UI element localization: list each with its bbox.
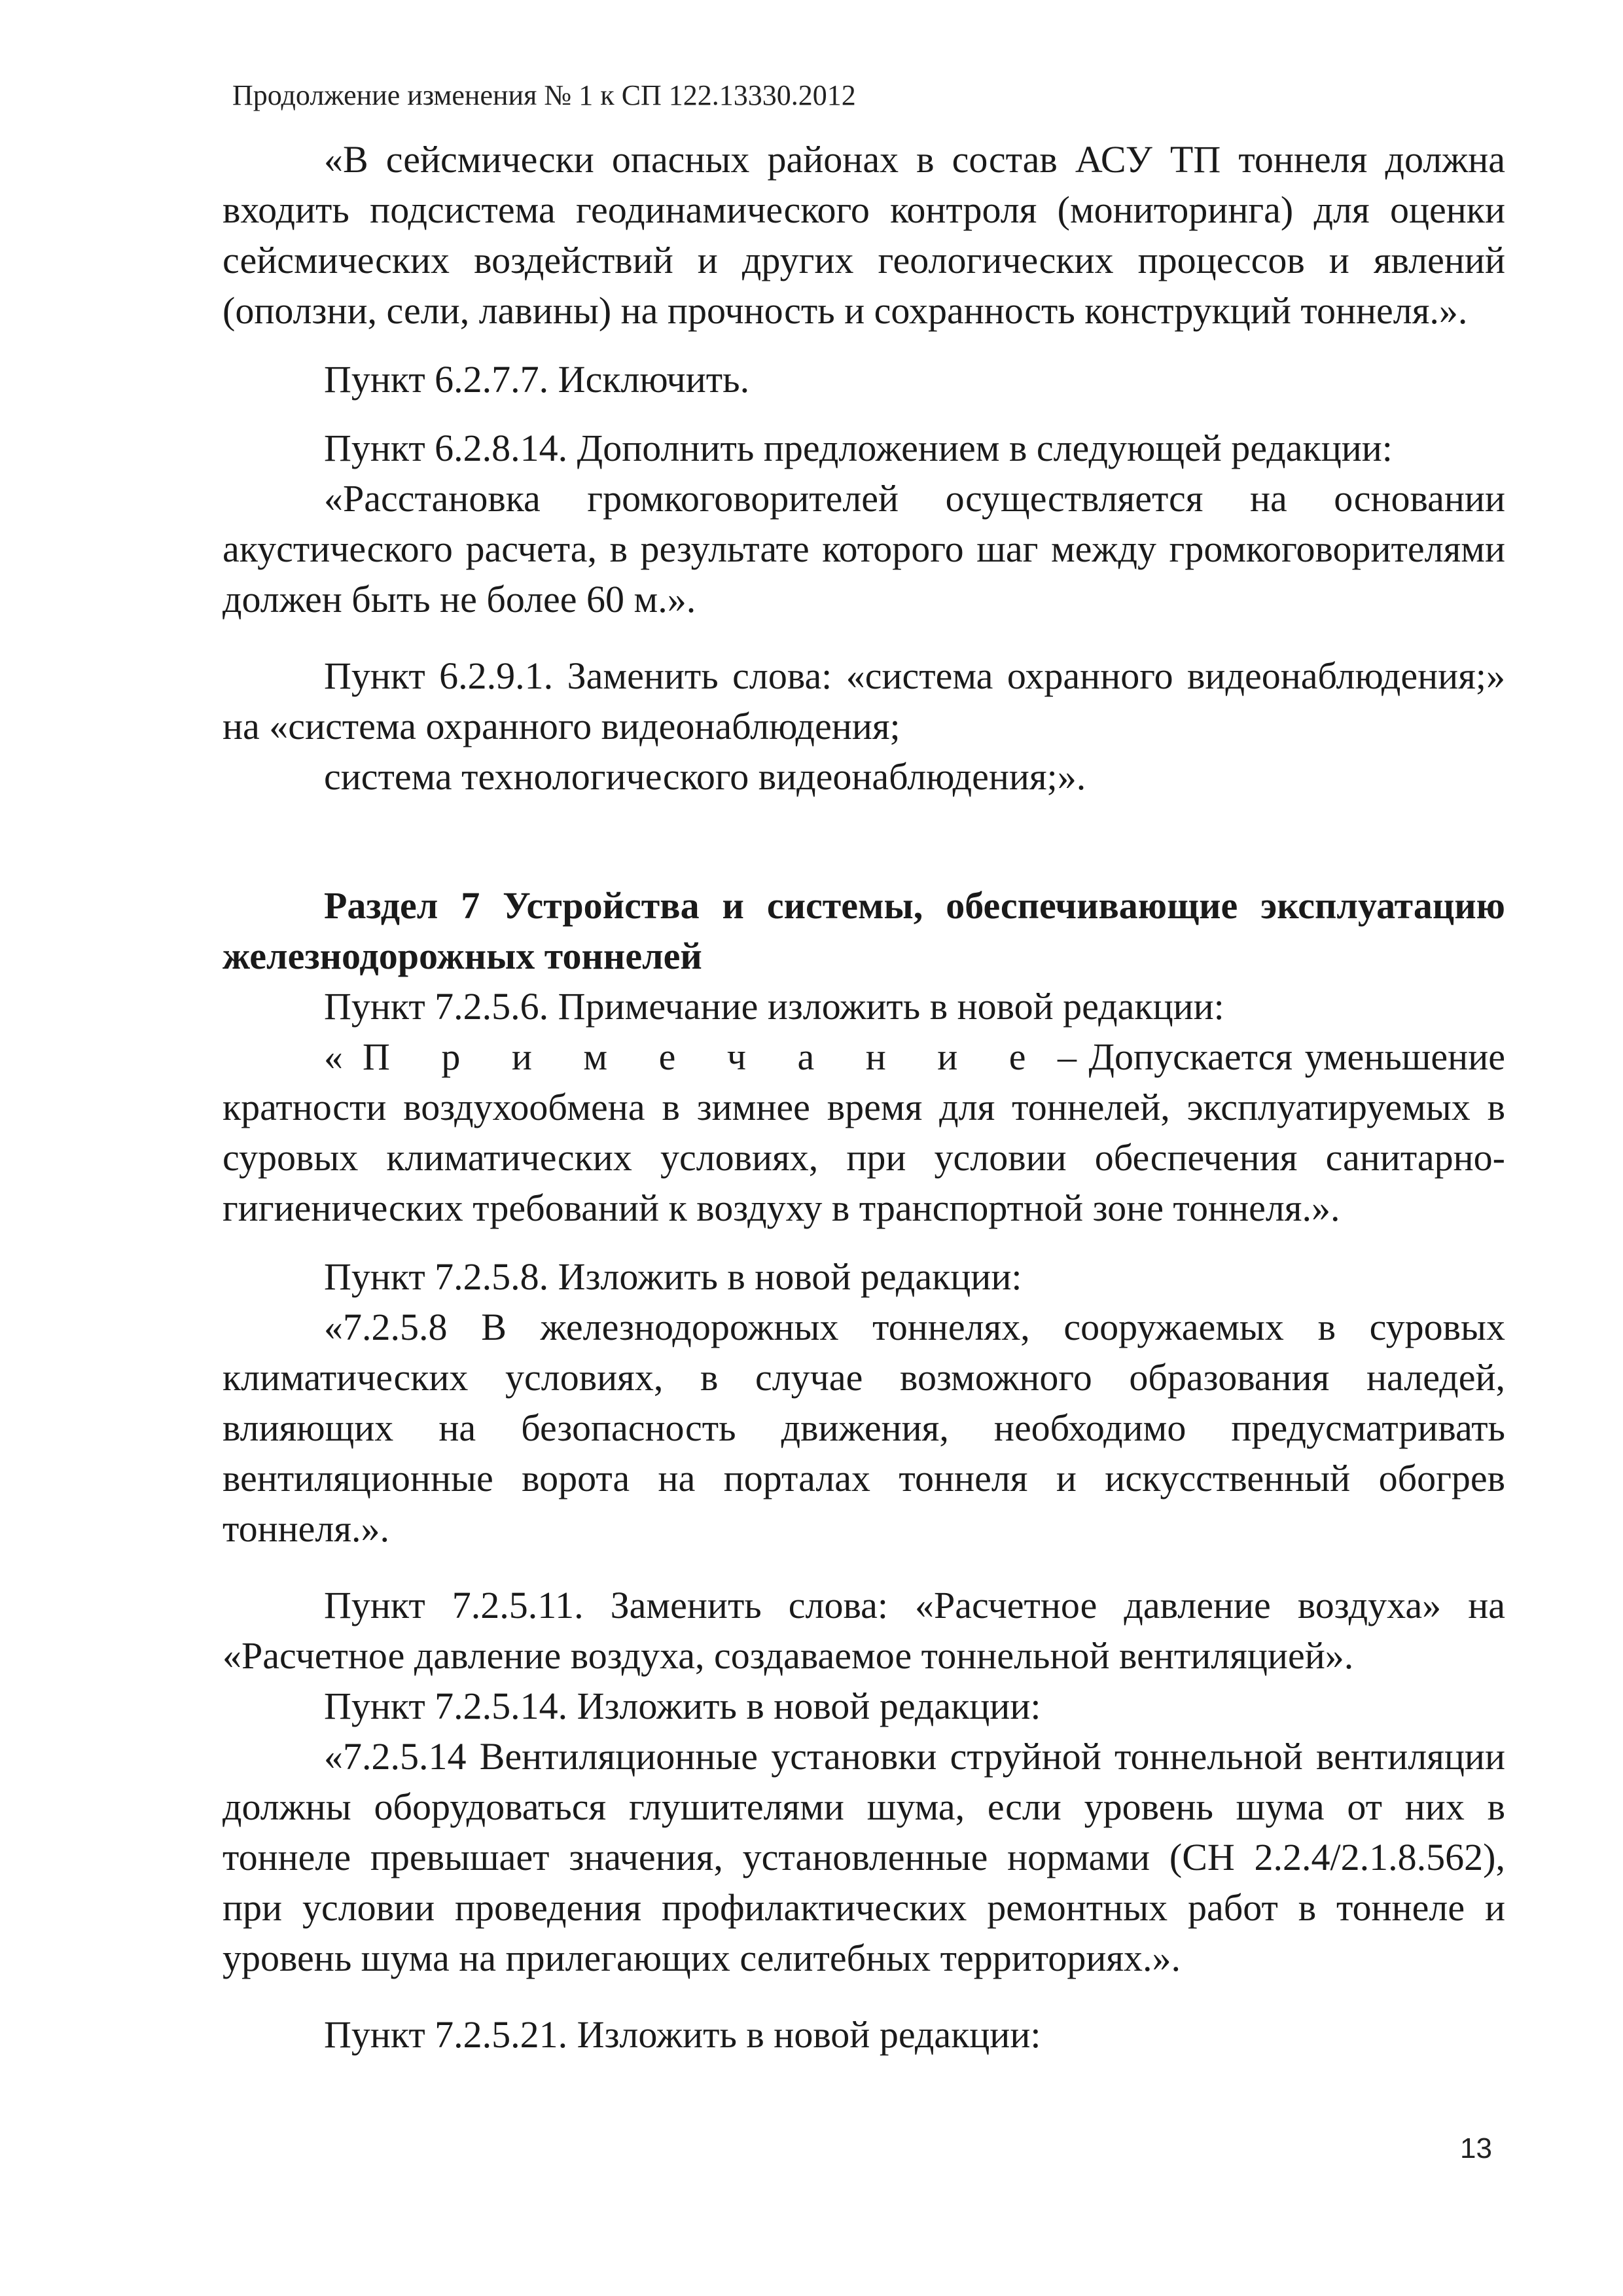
running-header: Продолжение изменения № 1 к СП 122.13330.2012: [232, 79, 856, 111]
paragraph-7-2-5-6: Пункт 7.2.5.6. Примечание изложить в новой редакции:: [324, 985, 1224, 1028]
paragraph-note: [223, 1031, 1505, 1233]
note-text: – Допускается уменьшение кратности воздухообмена в зимнее время для тоннелей, эксплуатируемых в суровых климатических условиях, при условии обеспечения санитарно-гигиенических требований к воздуху в транспортной зоне тоннеля.».: [223, 1035, 1505, 1229]
paragraph-7-2-5-21: Пункт 7.2.5.21. Изложить в новой редакции:: [324, 2013, 1041, 2056]
paragraph-6-2-9-1: Пункт 6.2.9.1. Заменить слова: «система охранного видеонаблюдения;» на «система охранного видеонаблюдения;: [223, 655, 1505, 747]
paragraph-7-2-5-8-title: Пункт 7.2.5.8. Изложить в новой редакции:: [324, 1255, 1022, 1298]
paragraph-seismic-monitoring: «В сейсмически опасных районах в состав АСУ ТП тоннеля должна входить подсистема геодинамического контроля (мониторинга) для оценки сейсмических воздействий и других геологических процессов и явлений (оползни, сели, лавины) на прочность и сохранность конструкций тоннеля.».: [223, 138, 1505, 332]
note-label: «П р и м е ч а н и е: [324, 1035, 1046, 1078]
paragraph-technological-video: система технологического видеонаблюдения;».: [324, 755, 1086, 798]
document-body: [223, 134, 1505, 2060]
paragraph-6-2-7-7: Пункт 6.2.7.7. Исключить.: [324, 358, 750, 401]
paragraph-7-2-5-14-title: Пункт 7.2.5.14. Изложить в новой редакции:: [324, 1685, 1041, 1727]
section-7-heading: Раздел 7 Устройства и системы, обеспечивающие эксплуатацию железнодорожных тоннелей: [223, 884, 1505, 977]
paragraph-6-2-8-14: Пункт 6.2.8.14. Дополнить предложением в следующей редакции:: [324, 427, 1393, 469]
page-number: 13: [1460, 2132, 1492, 2164]
paragraph-loudspeaker-placement: «Расстановка громкоговорителей осуществляется на основании акустического расчета, в результате которого шаг между громкоговорителями должен быть не более 60 м.».: [223, 477, 1505, 620]
paragraph-7-2-5-8-text: «7.2.5.8 В железнодорожных тоннелях, сооружаемых в суровых климатических условиях, в случае возможного образования наледей, влияющих на безопасность движения, необходимо предусматривать вентиляционные ворота на порталах тоннеля и искусственный обогрев тоннеля.».: [223, 1306, 1505, 1550]
paragraph-7-2-5-14-text: «7.2.5.14 Вентиляционные установки струйной тоннельной вентиляции должны оборудоваться глушителями шума, если уровень шума от них в тоннеле превышает значения, установленные нормами (СН 2.2.4/2.1.8.562), при условии проведения профилактических ремонтных работ в тоннеле и уровень шума на прилегающих селитебных территориях.».: [223, 1735, 1505, 1979]
paragraph-7-2-5-11: Пункт 7.2.5.11. Заменить слова: «Расчетное давление воздуха» на «Расчетное давление воздуха, создаваемое тоннельной вентиляцией».: [223, 1584, 1505, 1677]
